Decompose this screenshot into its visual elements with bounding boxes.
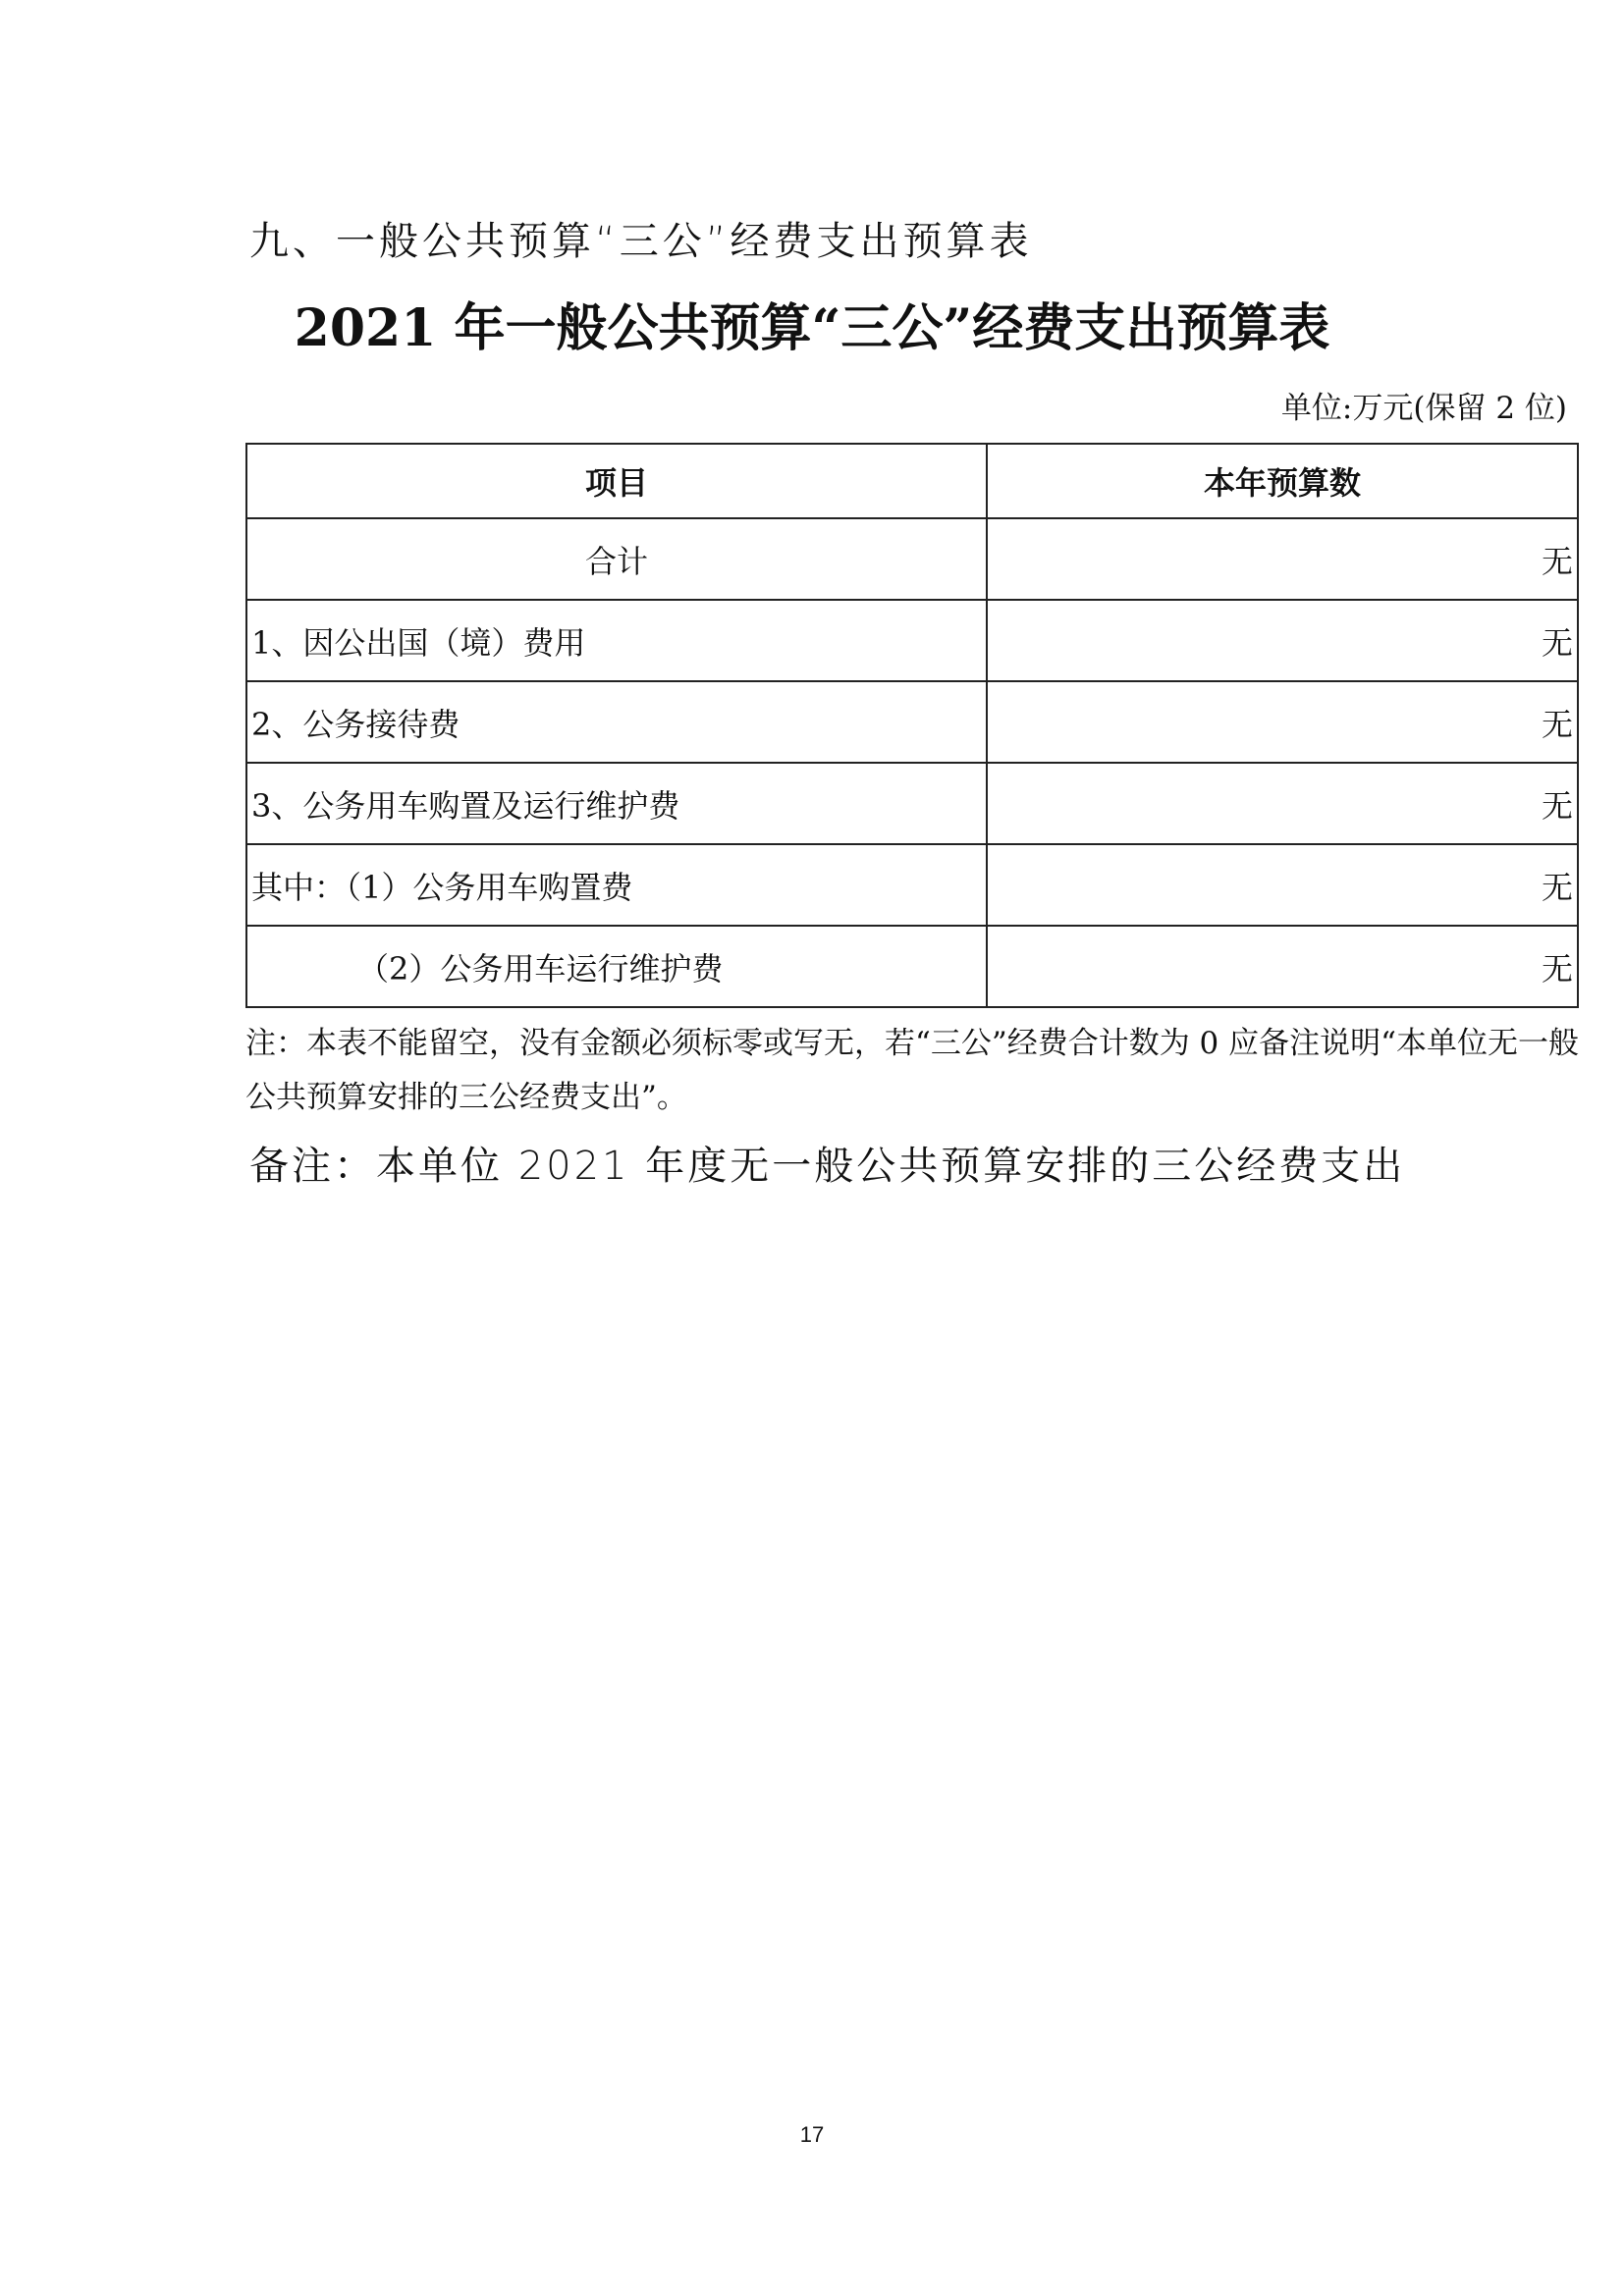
- table-row: [246, 763, 1578, 844]
- unit-label: 单位:万元(保留 2 位): [1280, 391, 1567, 426]
- row-value: 无: [987, 600, 1578, 681]
- row-item-label: 其中：（1）公务用车购置费: [246, 844, 987, 926]
- column-header-budget: 本年预算数: [987, 444, 1578, 518]
- row-item-label: 2、公务接待费: [246, 681, 987, 763]
- table-header-row: [246, 444, 1578, 518]
- row-value: 无: [987, 763, 1578, 844]
- table-row: [246, 600, 1578, 681]
- table-note: 注：本表不能留空，没有金额必须标零或写无，若“三公”经费合计数为 0 应备注说明“本单位无一般公共预算安排的三公经费支出”。: [245, 1026, 1579, 1115]
- row-item-label: （2）公务用车运行维护费: [246, 926, 987, 1007]
- table-row: [246, 681, 1578, 763]
- row-item-label: 合计: [246, 518, 987, 600]
- row-value: 无: [987, 844, 1578, 926]
- table-row: [246, 518, 1578, 600]
- section-heading: 九、一般公共预算“三公”经费支出预算表: [249, 219, 1033, 264]
- row-item-label: 1、因公出国（境）费用: [246, 600, 987, 681]
- row-value: 无: [987, 681, 1578, 763]
- table-row: [246, 926, 1578, 1007]
- column-header-item: 项目: [246, 444, 987, 518]
- page-title: 2021 年一般公共预算“三公”经费支出预算表: [294, 298, 1330, 358]
- table-row: [246, 844, 1578, 926]
- page-number: 17: [799, 2122, 825, 2147]
- budget-table: [245, 443, 1579, 1008]
- row-value: 无: [987, 926, 1578, 1007]
- row-value: 无: [987, 518, 1578, 600]
- row-item-label: 3、公务用车购置及运行维护费: [246, 763, 987, 844]
- remark: 备注：本单位 2021 年度无一般公共预算安排的三公经费支出: [249, 1144, 1406, 1189]
